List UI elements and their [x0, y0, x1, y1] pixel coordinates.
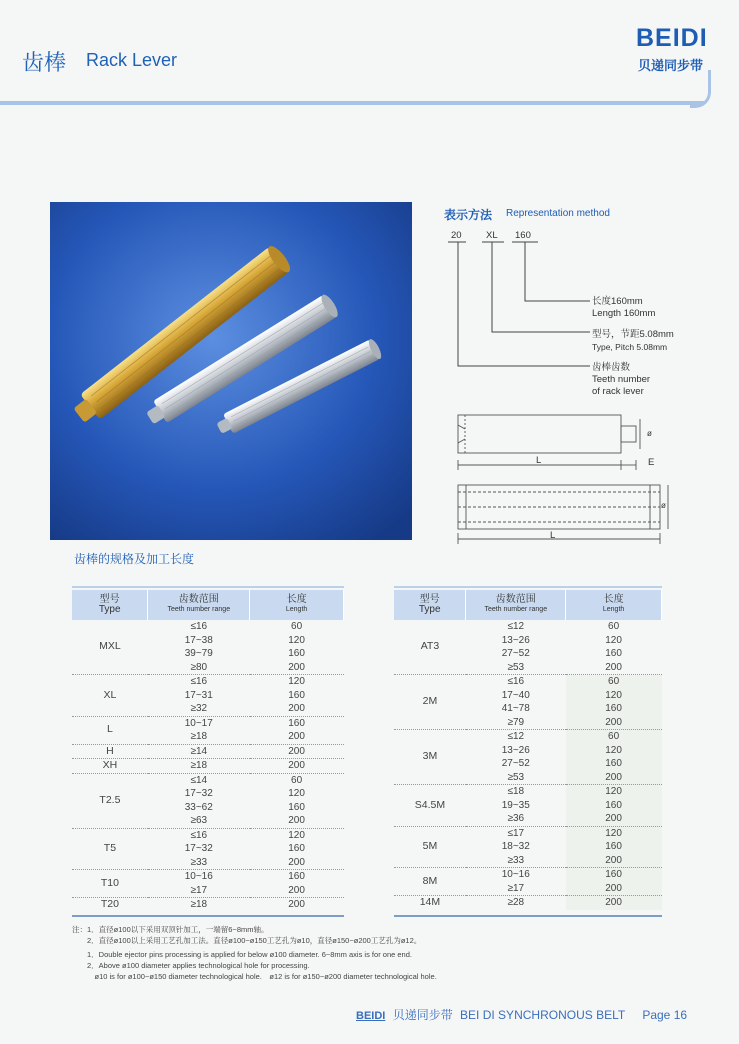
- length-cell: 160: [250, 716, 344, 730]
- teeth-range-cell: 39~79: [184, 648, 213, 659]
- teeth-range-cell: ≤12: [466, 730, 566, 744]
- note-line: 1．Double ejector pins processing is applied for below ø100 diameter. 6~8mm axis is for one end.: [72, 950, 412, 959]
- length-cell: 160: [566, 868, 662, 882]
- length-cell: 160: [566, 799, 662, 813]
- length-cell: 200: [288, 884, 305, 896]
- teeth-range-cell: ≤17: [466, 826, 566, 840]
- length-cell: 60: [566, 730, 662, 744]
- type-cell: XL: [72, 675, 148, 717]
- footer-brand-cn: 贝递同步带: [392, 1008, 453, 1022]
- note-line: ø10 is for ø100~ø150 diameter technological hole. ø12 is for ø150~ø200 diameter technological hole.: [72, 972, 437, 981]
- type-cell: H: [72, 744, 148, 759]
- table-row: [72, 870, 344, 884]
- teeth-range-cell: ≥18: [148, 898, 250, 912]
- teeth-range-cell: 17~31: [184, 689, 213, 701]
- table-row: [394, 730, 662, 744]
- footer-text: BEI DI SYNCHRONOUS BELT: [460, 1008, 625, 1022]
- teeth-range-cell: 17~32: [184, 788, 213, 799]
- length-label-en: Length 160mm: [592, 308, 656, 319]
- teeth-range-cell: ≤12: [507, 621, 525, 632]
- teeth-range-cell: ≥33: [190, 856, 208, 868]
- teeth-range-cell: 13~26: [501, 634, 530, 646]
- length-cell: 160: [288, 689, 305, 701]
- type-cell: T5: [72, 828, 148, 870]
- type-cell: MXL: [99, 640, 121, 653]
- note-line: 2．直径ø100以上采用工艺孔加工法。直径ø100~ø150工艺孔为ø10，直径ø150~ø200工艺孔为ø12。: [72, 936, 422, 945]
- length-cell: 60: [566, 675, 662, 689]
- page-number: Page 16: [642, 1008, 688, 1022]
- teeth-range-cell: 10~16: [148, 870, 250, 884]
- table-row: [394, 826, 662, 840]
- header-length: 长度 Length: [250, 590, 344, 620]
- teeth-range-cell: ≥53: [507, 771, 525, 783]
- length-cell: 200: [288, 856, 305, 868]
- teeth-range-cell: ≥14: [148, 744, 250, 759]
- drawing-label-diameter-2: ø: [661, 501, 666, 510]
- teeth-range-cell: 10~16: [466, 868, 566, 882]
- teeth-range-cell: 27~52: [501, 648, 530, 659]
- length-cell: 160: [250, 870, 344, 884]
- length-cell: 200: [566, 882, 662, 896]
- teeth-range-cell: 33~62: [184, 801, 213, 813]
- spec-section-heading: 齿棒的规格及加工长度: [74, 552, 195, 566]
- teeth-range-cell: ≤16: [148, 675, 250, 689]
- spec-table-right: [394, 590, 662, 910]
- teeth-range-cell: 19~35: [501, 799, 530, 811]
- header-divider-curve: [690, 70, 711, 108]
- drawing-label-length-2: L: [550, 530, 556, 541]
- teeth-label-en-1: Teeth number: [592, 374, 651, 385]
- teeth-range-cell: ≤16: [148, 828, 250, 842]
- table-row: [394, 620, 662, 634]
- spec-table-left-header: [72, 590, 344, 620]
- teeth-range-cell: ≥63: [190, 815, 208, 826]
- footer-brand: BEIDI: [356, 1010, 386, 1022]
- length-cell: 160: [605, 648, 622, 659]
- teeth-range-cell: ≥18: [190, 731, 208, 742]
- length-cell: 120: [250, 675, 344, 689]
- table-left-bottom-rule: [72, 915, 344, 917]
- table-row: [72, 675, 344, 689]
- length-cell: 200: [566, 896, 662, 910]
- length-cell: 200: [605, 661, 622, 673]
- table-row: [72, 898, 344, 912]
- header-teeth: 齿数范围 Teeth number range: [466, 590, 566, 620]
- drawing-label-diameter: ø: [647, 429, 652, 438]
- length-cell: 120: [288, 634, 305, 646]
- table-row: [72, 620, 344, 634]
- footer: [356, 1006, 687, 1023]
- length-cell: 200: [566, 812, 662, 826]
- teeth-range-cell: ≤16: [466, 675, 566, 689]
- table-row: [72, 773, 344, 787]
- teeth-range-cell: 18~32: [501, 841, 530, 852]
- rack-lever-photo: [50, 202, 412, 540]
- teeth-range-cell: ≥18: [148, 759, 250, 774]
- header-divider: [0, 101, 704, 105]
- spec-table-right-body: [394, 620, 662, 910]
- length-cell: 160: [566, 840, 662, 854]
- teeth-range-cell: ≤18: [466, 785, 566, 799]
- type-cell: 8M: [394, 868, 466, 896]
- length-cell: 120: [566, 744, 662, 758]
- code-part-type: XL: [486, 230, 498, 241]
- type-cell: S4.5M: [394, 785, 466, 827]
- table-row: [394, 785, 662, 799]
- teeth-range-cell: 13~26: [501, 744, 530, 756]
- teeth-range-cell: 17~32: [184, 843, 213, 854]
- teeth-range-cell: ≥80: [190, 661, 208, 673]
- header-length: 长度 Length: [566, 590, 662, 620]
- length-cell: 120: [566, 826, 662, 840]
- brand-name-cn: 贝递同步带: [638, 59, 704, 74]
- length-cell: 120: [605, 634, 622, 646]
- length-cell: 200: [250, 744, 344, 759]
- notes: [72, 924, 437, 982]
- table-left-top-rule: [72, 586, 344, 588]
- teeth-range-cell: ≤16: [190, 621, 208, 632]
- length-cell: 200: [288, 815, 305, 826]
- length-cell: 200: [566, 716, 662, 730]
- spec-table-left: [72, 590, 344, 912]
- length-cell: 160: [288, 843, 305, 854]
- length-cell: 200: [250, 898, 344, 912]
- teeth-range-cell: 17~38: [184, 634, 213, 646]
- length-cell: 160: [566, 702, 662, 716]
- length-cell: 160: [566, 757, 662, 771]
- teeth-range-cell: ≥28: [466, 896, 566, 910]
- teeth-range-cell: ≤14: [148, 773, 250, 787]
- teeth-label-cn: 齿棒齿数: [592, 362, 631, 373]
- type-cell: 5M: [394, 826, 466, 868]
- type-cell: AT3: [420, 640, 440, 653]
- teeth-range-cell: ≥32: [190, 703, 208, 714]
- teeth-range-cell: ≥33: [507, 854, 525, 866]
- rack-lever-drawing: [450, 405, 680, 545]
- teeth-range-cell: ≥17: [190, 884, 208, 896]
- note-line: 注：1．直径ø100以下采用双顶针加工，一端留6~8mm轴。: [72, 925, 269, 934]
- drawing-label-e: E: [648, 457, 655, 468]
- code-part-teeth: 20: [451, 230, 462, 241]
- header-teeth: 齿数范围 Teeth number range: [148, 590, 250, 620]
- teeth-range-cell: 17~40: [501, 689, 530, 701]
- length-cell: 120: [566, 689, 662, 703]
- header-type: 型号 Type: [394, 590, 466, 620]
- representation-heading-en: Representation method: [506, 208, 610, 219]
- representation-heading-cn: 表示方法: [444, 208, 493, 222]
- representation-leader-lines: [440, 238, 600, 373]
- table-row: [72, 828, 344, 842]
- table-row: [72, 759, 344, 774]
- type-cell: T20: [72, 898, 148, 912]
- spec-table-left-body: [72, 620, 344, 912]
- length-label-cn: 长度160mm: [592, 296, 643, 307]
- table-row: [72, 716, 344, 730]
- length-cell: 200: [288, 731, 305, 742]
- length-cell: 120: [288, 788, 305, 799]
- table-row: [394, 675, 662, 689]
- length-cell: 120: [566, 785, 662, 799]
- teeth-range-cell: ≥17: [507, 882, 525, 894]
- code-part-length: 160: [515, 230, 531, 241]
- page-title-cn: 齿棒: [22, 51, 67, 76]
- type-cell: T2.5: [72, 773, 148, 828]
- type-label-en: Type, Pitch 5.08mm: [592, 342, 668, 352]
- table-row: [394, 868, 662, 882]
- table-right-top-rule: [394, 586, 662, 588]
- teeth-label-en-2: of rack lever: [592, 386, 644, 397]
- header-type: 型号 Type: [72, 590, 148, 620]
- type-cell: 3M: [394, 730, 466, 785]
- length-cell: 120: [250, 828, 344, 842]
- length-cell: 200: [566, 854, 662, 868]
- length-cell: 160: [288, 801, 305, 813]
- length-cell: 60: [608, 621, 620, 632]
- table-right-bottom-rule: [394, 915, 662, 917]
- teeth-range-cell: ≥36: [507, 813, 525, 824]
- type-cell: T10: [72, 870, 148, 898]
- length-cell: 60: [291, 621, 303, 632]
- type-cell: 2M: [394, 675, 466, 730]
- table-row: [72, 744, 344, 759]
- page-title-en: Rack Lever: [86, 50, 178, 70]
- length-cell: 60: [250, 773, 344, 787]
- type-cell: L: [72, 716, 148, 744]
- length-cell: 200: [288, 703, 305, 714]
- type-cell: XH: [72, 759, 148, 774]
- teeth-range-cell: ≥79: [507, 716, 525, 728]
- spec-table-right-header: [394, 590, 662, 620]
- teeth-range-cell: 10~17: [148, 716, 250, 730]
- length-cell: 200: [288, 661, 305, 673]
- length-cell: 200: [250, 759, 344, 774]
- type-cell: 14M: [394, 896, 466, 910]
- length-cell: 160: [288, 648, 305, 659]
- table-row: [394, 896, 662, 910]
- type-label-cn: 型号，节距5.08mm: [592, 329, 674, 340]
- teeth-range-cell: 27~52: [501, 758, 530, 769]
- teeth-range-cell: 41~78: [501, 703, 530, 714]
- note-line: 2．Above ø100 diameter applies technological hole for processing.: [72, 961, 310, 970]
- length-cell: 200: [566, 771, 662, 785]
- drawing-label-length: L: [536, 455, 542, 466]
- teeth-range-cell: ≥53: [507, 661, 525, 673]
- brand-logo: BEIDI: [636, 24, 708, 52]
